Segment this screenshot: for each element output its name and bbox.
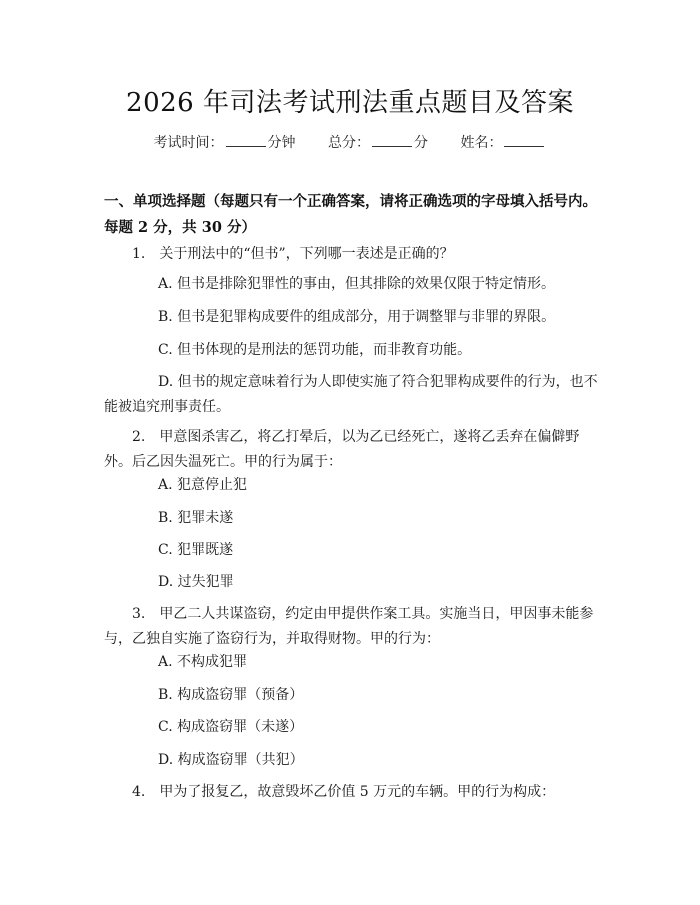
question-2-option-b: B. 犯罪未遂 [158,510,234,526]
page-title: 2026 年司法考试刑法重点题目及答案 [126,88,574,118]
question-3-option-c: C. 构成盗窃罪（未遂） [158,719,304,735]
score-label: 总分： [328,135,370,151]
time-unit: 分钟 [267,135,296,151]
question-2-stem: 2. 甲意图杀害乙，将乙打晕后，以为乙已经死亡，遂将乙丢弃在偏僻野外。后乙因失温死亡。甲的行为属于： [104,429,580,470]
time-field [154,132,296,152]
score-unit: 分 [414,135,428,151]
exam-meta [0,132,700,152]
question-1-stem: 1. 关于刑法中的“但书”，下列哪一表述是正确的？ [132,246,454,262]
name-blank [504,134,544,147]
name-field [460,132,546,152]
question-1-option-d: D. 但书的规定意味着行为人即使实施了符合犯罪构成要件的行为，也不能被追究刑事责任。 [104,374,598,415]
question-3-option-a: A. 不构成犯罪 [158,654,248,670]
name-label: 姓名： [460,135,503,151]
score-blank [372,134,412,147]
score-field [328,132,428,152]
question-1-option-b: B. 但书是犯罪构成要件的组成部分，用于调整罪与非罪的界限。 [158,309,556,325]
section-heading: 一、单项选择题（每题只有一个正确答案，请将正确选项的字母填入括号内。每题 2 分，共 30 分） [104,193,597,236]
question-2-option-a: A. 犯意停止犯 [158,477,248,493]
question-4-stem: 4. 甲为了报复乙，故意毁坏乙价值 5 万元的车辆。甲的行为构成： [132,784,556,800]
question-2-option-d: D. 过失犯罪 [158,574,234,590]
time-label: 考试时间： [153,135,224,151]
question-3-option-b: B. 构成盗窃罪（预备） [158,687,304,703]
question-2-option-c: C. 犯罪既遂 [158,542,234,558]
question-1-option-a: A. 但书是排除犯罪性的事由，但其排除的效果仅限于特定情形。 [158,276,556,292]
question-1-option-c: C. 但书体现的是刑法的惩罚功能，而非教育功能。 [158,342,472,358]
question-3-stem: 3. 甲乙二人共谋盗窃，约定由甲提供作案工具。实施当日，甲因事未能参与，乙独自实施了盗窃行为，并取得财物。甲的行为： [104,606,594,647]
time-blank [226,134,266,147]
question-3-option-d: D. 构成盗窃罪（共犯） [158,752,304,768]
